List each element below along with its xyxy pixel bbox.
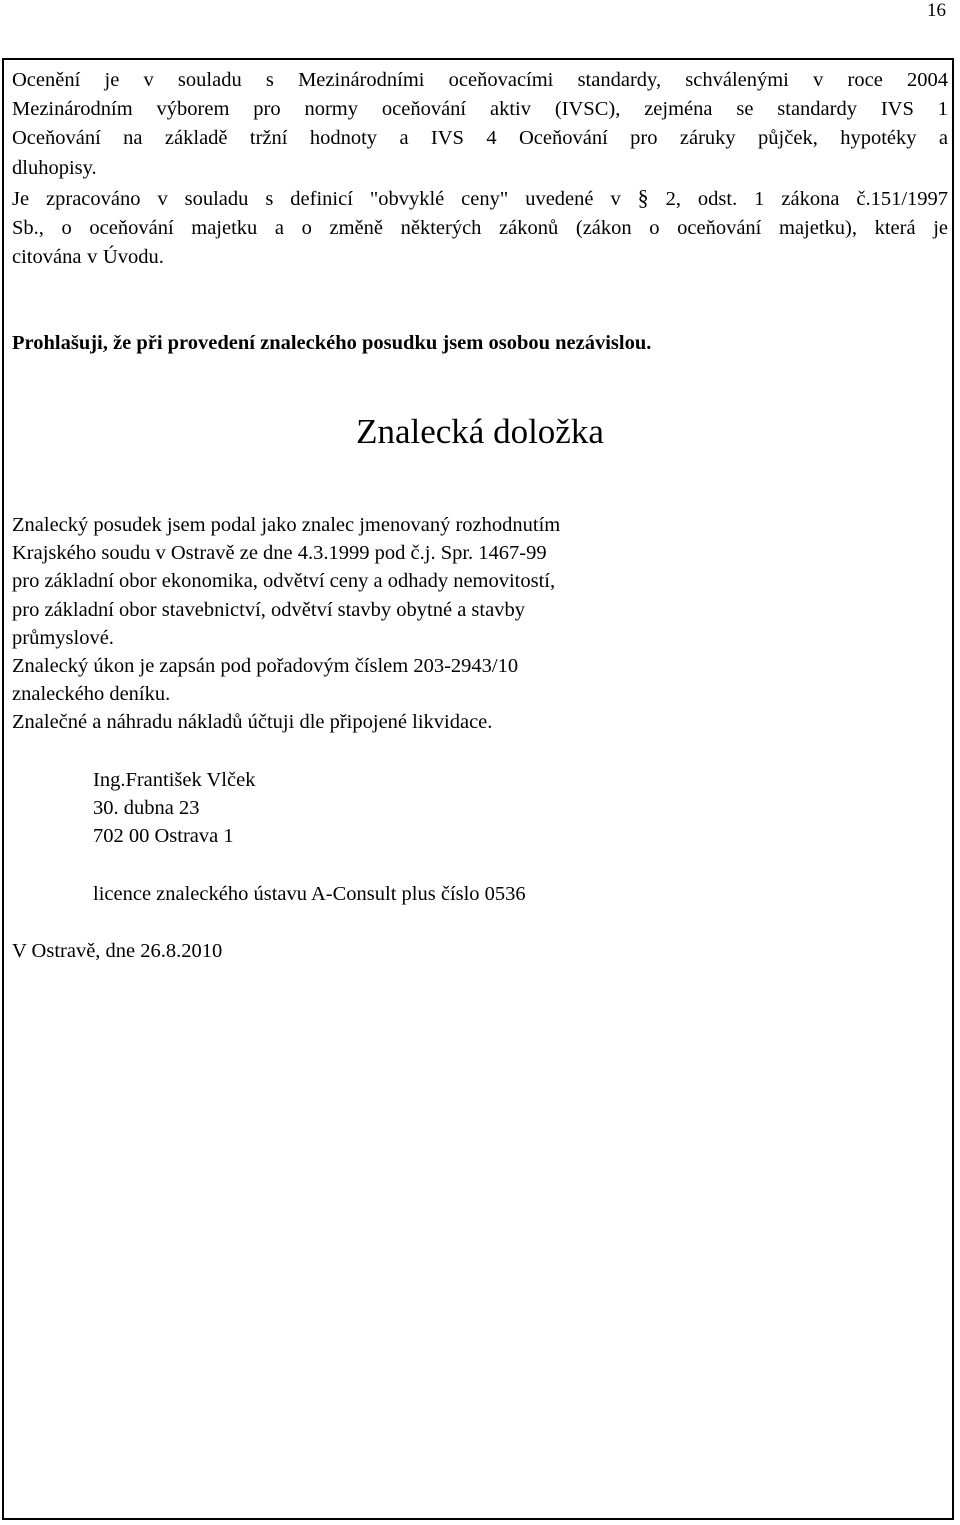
intro-line: Sb., o oceňování majetku a o změně některých zákonů (zákon o oceňování majetku), která je [12, 217, 948, 240]
expert-name: Ing.František Vlček [93, 769, 256, 791]
expert-city: 702 00 Ostrava 1 [93, 825, 234, 848]
page-number: 16 [927, 0, 946, 21]
intro-line-legal-reference [12, 183, 948, 214]
clause-line: Znalecký úkon je zapsán pod pořadovým číslem 203-2943/10 [12, 655, 519, 678]
intro-line-text: 2, odst. 1 zákona č.151/1997 [665, 187, 949, 210]
clause-line: pro základní obor stavebnictví, odvětví stavby obytné a stavby [12, 598, 525, 621]
clause-line: pro základní obor ekonomika, odvětví ceny a odhady nemovitostí, [12, 570, 556, 593]
intro-line: dluhopisy. [12, 156, 97, 179]
place-and-date: V Ostravě, dne 26.8.2010 [12, 940, 223, 962]
clause-line: průmyslové. [12, 626, 114, 649]
intro-line: Oceňování na základě tržní hodnoty a IVS 4 Oceňování pro záruky půjček, hypotéky a [12, 127, 948, 150]
intro-line: Mezinárodním výborem pro normy oceňování aktiv (IVSC), zejména se standardy IVS 1 [12, 98, 948, 121]
expert-street: 30. dubna 23 [93, 797, 200, 820]
clause-line: Krajského soudu v Ostravě ze dne 4.3.1999 pod č.j. Spr. 1467-99 [12, 542, 547, 565]
section-sign: § [637, 184, 649, 210]
intro-line: Ocenění je v souladu s Mezinárodními oceňovacími standardy, schválenými v roce 2004 [12, 69, 948, 91]
clause-line: Znalečné a náhradu nákladů účtuji dle připojené likvidace. [12, 711, 493, 734]
independence-declaration: Prohlašuji, že při provedení znaleckého posudku jsem osobou nezávislou. [12, 332, 652, 354]
expert-clause-text [12, 511, 952, 737]
intro-section [12, 66, 948, 272]
intro-line: citována v Úvodu. [12, 246, 164, 269]
license-note: licence znaleckého ústavu A-Consult plus číslo 0536 [93, 883, 526, 905]
signature-block [93, 766, 255, 851]
intro-line-text: Je zpracováno v souladu s definicí "obvyklé ceny" uvedené v [12, 187, 621, 210]
intro-paragraph [12, 66, 948, 272]
expert-clause-heading: Znalecká doložka [356, 412, 604, 451]
clause-line: znaleckého deníku. [12, 683, 171, 706]
clause-line: Znalecký posudek jsem podal jako znalec jmenovaný rozhodnutím [12, 514, 561, 536]
